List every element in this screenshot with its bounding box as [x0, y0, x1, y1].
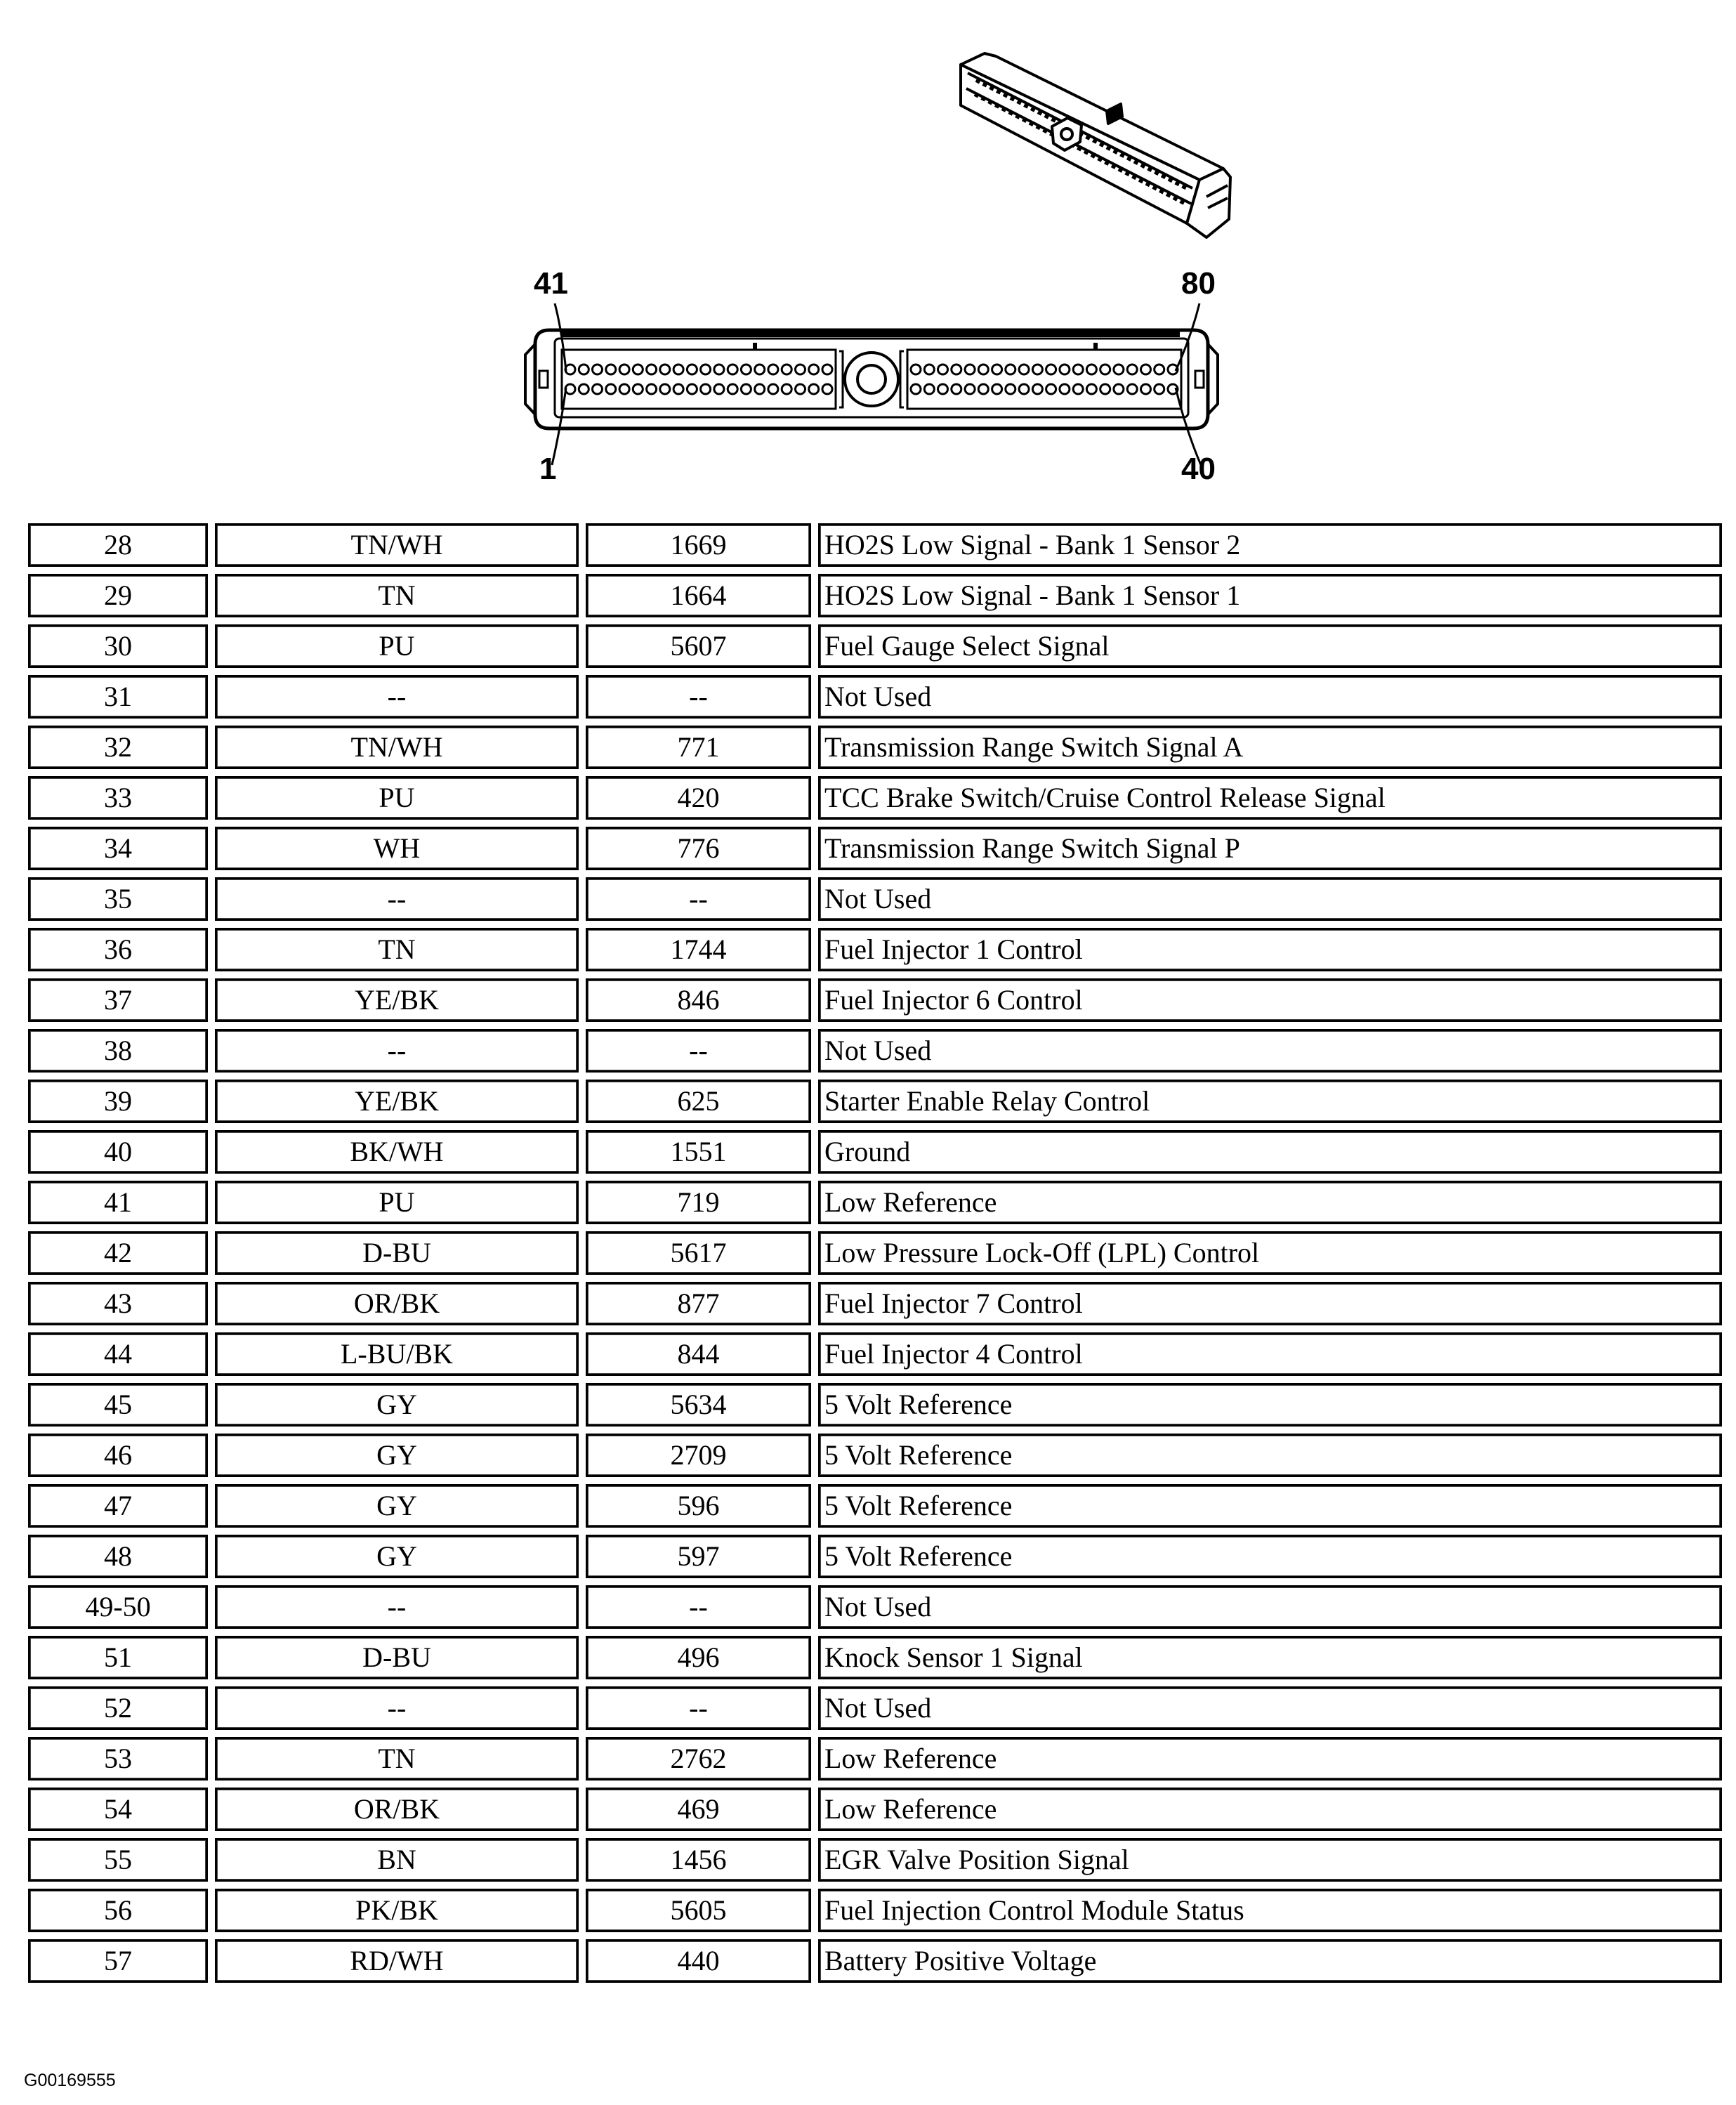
circuit-number-cell: 1669	[586, 523, 811, 567]
pin-number-cell: 39	[28, 1080, 208, 1123]
table-row	[28, 1080, 1722, 1123]
pin-socket	[673, 384, 683, 394]
pin-function-cell: Battery Positive Voltage	[818, 1939, 1722, 1983]
circuit-number-cell: 469	[586, 1788, 811, 1831]
circuit-number-cell: 1551	[586, 1130, 811, 1174]
pin-function-cell: Not Used	[818, 675, 1722, 719]
circuit-number-cell: 5605	[586, 1889, 811, 1932]
pin-socket	[1060, 384, 1070, 394]
pin-function-cell: Fuel Injection Control Module Status	[818, 1889, 1722, 1932]
pin-number-cell: 45	[28, 1383, 208, 1427]
table-row	[28, 624, 1722, 668]
pin-number-cell: 53	[28, 1737, 208, 1781]
wire-color-cell: TN/WH	[215, 523, 579, 567]
pin-socket	[1155, 365, 1164, 374]
circuit-number-cell: --	[586, 877, 811, 921]
circuit-number-cell: 719	[586, 1181, 811, 1224]
pin-socket	[1100, 365, 1110, 374]
circuit-number-cell: 1744	[586, 928, 811, 971]
pin-socket	[1155, 384, 1164, 394]
pin-function-cell: Low Reference	[818, 1181, 1722, 1224]
pin-socket	[1019, 384, 1029, 394]
pin-socket	[1073, 365, 1083, 374]
pin-label-bottom-left: 1	[539, 452, 557, 486]
pin-number-cell: 49-50	[28, 1585, 208, 1629]
pin-number-cell: 46	[28, 1434, 208, 1477]
pin-number-cell: 42	[28, 1231, 208, 1275]
pin-number-cell: 44	[28, 1332, 208, 1376]
pin-function-cell: HO2S Low Signal - Bank 1 Sensor 2	[818, 523, 1722, 567]
table-row	[28, 776, 1722, 820]
circuit-number-cell: 5607	[586, 624, 811, 668]
pin-number-cell: 32	[28, 726, 208, 769]
pin-function-cell: Low Reference	[818, 1737, 1722, 1781]
pin-number-cell: 36	[28, 928, 208, 971]
pin-function-cell: Not Used	[818, 1686, 1722, 1730]
wire-color-cell: PU	[215, 776, 579, 820]
pin-socket	[911, 384, 921, 394]
pin-socket	[911, 365, 921, 374]
pin-number-cell: 29	[28, 574, 208, 617]
pin-function-cell: 5 Volt Reference	[818, 1535, 1722, 1578]
pin-function-cell: 5 Volt Reference	[818, 1484, 1722, 1528]
circuit-number-cell: 5634	[586, 1383, 811, 1427]
pin-socket	[1019, 365, 1029, 374]
table-row	[28, 1029, 1722, 1073]
table-row	[28, 1939, 1722, 1983]
pin-socket	[768, 365, 778, 374]
pin-function-cell: Fuel Gauge Select Signal	[818, 624, 1722, 668]
circuit-number-cell: 1664	[586, 574, 811, 617]
pin-socket	[924, 365, 934, 374]
wire-color-cell: OR/BK	[215, 1282, 579, 1325]
table-row	[28, 675, 1722, 719]
table-row	[28, 1282, 1722, 1325]
circuit-number-cell: --	[586, 675, 811, 719]
pin-function-cell: Not Used	[818, 1029, 1722, 1073]
pin-socket	[1100, 384, 1110, 394]
pin-number-cell: 54	[28, 1788, 208, 1831]
pin-function-cell: Ground	[818, 1130, 1722, 1174]
pin-socket	[701, 365, 711, 374]
table-row	[28, 1231, 1722, 1275]
pin-socket	[633, 365, 643, 374]
pin-label-top-right: 80	[1181, 266, 1216, 301]
pin-number-cell: 41	[28, 1181, 208, 1224]
table-row	[28, 1484, 1722, 1528]
pin-function-cell: 5 Volt Reference	[818, 1383, 1722, 1427]
pin-number-cell: 43	[28, 1282, 208, 1325]
pin-function-cell: Low Pressure Lock-Off (LPL) Control	[818, 1231, 1722, 1275]
pin-function-cell: Fuel Injector 1 Control	[818, 928, 1722, 971]
wire-color-cell: WH	[215, 827, 579, 870]
wire-color-cell: --	[215, 675, 579, 719]
pin-socket	[1141, 365, 1151, 374]
pin-number-cell: 33	[28, 776, 208, 820]
connector-diagram	[0, 0, 1736, 513]
pin-socket	[606, 365, 616, 374]
pin-socket	[687, 365, 697, 374]
pin-socket	[1086, 365, 1096, 374]
connector-isometric-icon	[961, 53, 1230, 237]
circuit-number-cell: 5617	[586, 1231, 811, 1275]
pin-socket	[1032, 384, 1042, 394]
table-row	[28, 827, 1722, 870]
pin-socket	[619, 365, 629, 374]
pin-socket	[992, 365, 1002, 374]
pin-function-cell: EGR Valve Position Signal	[818, 1838, 1722, 1882]
pin-socket	[1127, 384, 1137, 394]
wire-color-cell: TN	[215, 928, 579, 971]
wire-color-cell: TN/WH	[215, 726, 579, 769]
pin-number-cell: 28	[28, 523, 208, 567]
pin-socket	[952, 365, 961, 374]
pin-socket	[978, 384, 988, 394]
pin-socket	[728, 365, 737, 374]
pin-socket	[952, 384, 961, 394]
pin-number-cell: 35	[28, 877, 208, 921]
pin-function-cell: Not Used	[818, 1585, 1722, 1629]
pin-number-cell: 57	[28, 1939, 208, 1983]
pin-number-cell: 38	[28, 1029, 208, 1073]
pin-socket	[1032, 365, 1042, 374]
circuit-number-cell: 771	[586, 726, 811, 769]
pin-number-cell: 40	[28, 1130, 208, 1174]
wire-color-cell: BN	[215, 1838, 579, 1882]
pinout-table-body	[28, 523, 1722, 1983]
circuit-number-cell: 440	[586, 1939, 811, 1983]
circuit-number-cell: 1456	[586, 1838, 811, 1882]
pin-function-cell: Starter Enable Relay Control	[818, 1080, 1722, 1123]
circuit-number-cell: 625	[586, 1080, 811, 1123]
pin-number-cell: 48	[28, 1535, 208, 1578]
pin-number-cell: 52	[28, 1686, 208, 1730]
pin-socket	[714, 384, 724, 394]
wire-color-cell: --	[215, 1585, 579, 1629]
pin-number-cell: 37	[28, 978, 208, 1022]
wire-color-cell: GY	[215, 1383, 579, 1427]
pin-socket	[1073, 384, 1083, 394]
pin-socket	[992, 384, 1002, 394]
pin-socket	[1046, 365, 1056, 374]
pin-number-cell: 34	[28, 827, 208, 870]
pin-function-cell: Knock Sensor 1 Signal	[818, 1636, 1722, 1679]
pin-socket	[741, 384, 751, 394]
pin-socket	[965, 365, 975, 374]
wire-color-cell: --	[215, 877, 579, 921]
pin-socket	[660, 365, 670, 374]
circuit-number-cell: 420	[586, 776, 811, 820]
circuit-number-cell: --	[586, 1029, 811, 1073]
pin-socket	[782, 365, 791, 374]
table-row	[28, 877, 1722, 921]
table-row	[28, 978, 1722, 1022]
circuit-number-cell: 846	[586, 978, 811, 1022]
wire-color-cell: YE/BK	[215, 1080, 579, 1123]
table-row	[28, 1181, 1722, 1224]
table-row	[28, 1636, 1722, 1679]
connector-face-icon	[525, 330, 1218, 428]
pin-socket	[782, 384, 791, 394]
wire-color-cell: BK/WH	[215, 1130, 579, 1174]
pinout-table	[21, 516, 1729, 1990]
pin-socket	[755, 365, 765, 374]
pin-socket	[741, 365, 751, 374]
wire-color-cell: TN	[215, 1737, 579, 1781]
wire-color-cell: GY	[215, 1535, 579, 1578]
pin-socket	[619, 384, 629, 394]
circuit-number-cell: 877	[586, 1282, 811, 1325]
wire-color-cell: GY	[215, 1484, 579, 1528]
wire-color-cell: D-BU	[215, 1636, 579, 1679]
circuit-number-cell: --	[586, 1585, 811, 1629]
table-row	[28, 1535, 1722, 1578]
pin-socket	[978, 365, 988, 374]
pin-function-cell: 5 Volt Reference	[818, 1434, 1722, 1477]
pin-function-cell: Fuel Injector 7 Control	[818, 1282, 1722, 1325]
pin-socket	[1006, 365, 1015, 374]
pin-function-cell: Fuel Injector 6 Control	[818, 978, 1722, 1022]
table-row	[28, 928, 1722, 971]
pin-number-cell: 30	[28, 624, 208, 668]
wire-color-cell: TN	[215, 574, 579, 617]
pin-function-cell: TCC Brake Switch/Cruise Control Release Signal	[818, 776, 1722, 820]
wire-color-cell: --	[215, 1029, 579, 1073]
table-row	[28, 1332, 1722, 1376]
pin-socket	[660, 384, 670, 394]
wire-color-cell: D-BU	[215, 1231, 579, 1275]
pin-socket	[728, 384, 737, 394]
pin-number-cell: 55	[28, 1838, 208, 1882]
pin-function-cell: Low Reference	[818, 1788, 1722, 1831]
pin-socket	[687, 384, 697, 394]
table-row	[28, 1788, 1722, 1831]
pin-socket	[809, 365, 819, 374]
pin-socket	[1127, 365, 1137, 374]
pin-function-cell: Transmission Range Switch Signal P	[818, 827, 1722, 870]
wire-color-cell: PK/BK	[215, 1889, 579, 1932]
table-row	[28, 1383, 1722, 1427]
pin-socket	[673, 365, 683, 374]
pin-socket	[714, 365, 724, 374]
wire-color-cell: OR/BK	[215, 1788, 579, 1831]
pin-socket	[796, 384, 805, 394]
pin-function-cell: HO2S Low Signal - Bank 1 Sensor 1	[818, 574, 1722, 617]
pin-socket	[579, 384, 588, 394]
pin-socket	[768, 384, 778, 394]
table-row	[28, 1686, 1722, 1730]
pin-label-bottom-right: 40	[1181, 452, 1216, 486]
pin-socket	[593, 384, 603, 394]
pin-socket	[809, 384, 819, 394]
pin-number-cell: 47	[28, 1484, 208, 1528]
pin-socket	[647, 365, 657, 374]
pin-function-cell: Fuel Injector 4 Control	[818, 1332, 1722, 1376]
table-row	[28, 1585, 1722, 1629]
pin-socket	[1114, 365, 1124, 374]
pin-socket	[1006, 384, 1015, 394]
circuit-number-cell: --	[586, 1686, 811, 1730]
figure-code: G00169555	[24, 2071, 116, 2090]
pin-socket	[1114, 384, 1124, 394]
pin-label-top-left: 41	[534, 266, 568, 301]
pin-socket	[1046, 384, 1056, 394]
pin-function-cell: Transmission Range Switch Signal A	[818, 726, 1722, 769]
wire-color-cell: RD/WH	[215, 1939, 579, 1983]
pin-socket	[593, 365, 603, 374]
wire-color-cell: L-BU/BK	[215, 1332, 579, 1376]
circuit-number-cell: 776	[586, 827, 811, 870]
pin-socket	[755, 384, 765, 394]
table-row	[28, 1434, 1722, 1477]
pin-socket	[1060, 365, 1070, 374]
wire-color-cell: PU	[215, 1181, 579, 1224]
table-row	[28, 1889, 1722, 1932]
table-row	[28, 574, 1722, 617]
circuit-number-cell: 496	[586, 1636, 811, 1679]
pin-socket	[701, 384, 711, 394]
pin-function-cell: Not Used	[818, 877, 1722, 921]
pin-socket	[822, 365, 832, 374]
pin-socket	[796, 365, 805, 374]
table-row	[28, 1737, 1722, 1781]
circuit-number-cell: 2709	[586, 1434, 811, 1477]
table-row	[28, 1838, 1722, 1882]
circuit-number-cell: 597	[586, 1535, 811, 1578]
wire-color-cell: GY	[215, 1434, 579, 1477]
pin-socket	[1086, 384, 1096, 394]
pin-socket	[938, 384, 948, 394]
pin-socket	[1141, 384, 1151, 394]
wire-color-cell: YE/BK	[215, 978, 579, 1022]
pin-number-cell: 31	[28, 675, 208, 719]
wire-color-cell: PU	[215, 624, 579, 668]
wire-color-cell: --	[215, 1686, 579, 1730]
pin-socket	[924, 384, 934, 394]
circuit-number-cell: 844	[586, 1332, 811, 1376]
pin-socket	[579, 365, 588, 374]
table-row	[28, 523, 1722, 567]
pin-socket	[633, 384, 643, 394]
pin-number-cell: 51	[28, 1636, 208, 1679]
table-row	[28, 726, 1722, 769]
circuit-number-cell: 596	[586, 1484, 811, 1528]
pin-socket	[822, 384, 832, 394]
pin-socket	[965, 384, 975, 394]
pin-number-cell: 56	[28, 1889, 208, 1932]
pin-socket	[647, 384, 657, 394]
circuit-number-cell: 2762	[586, 1737, 811, 1781]
pin-socket	[938, 365, 948, 374]
table-row	[28, 1130, 1722, 1174]
pin-socket	[606, 384, 616, 394]
